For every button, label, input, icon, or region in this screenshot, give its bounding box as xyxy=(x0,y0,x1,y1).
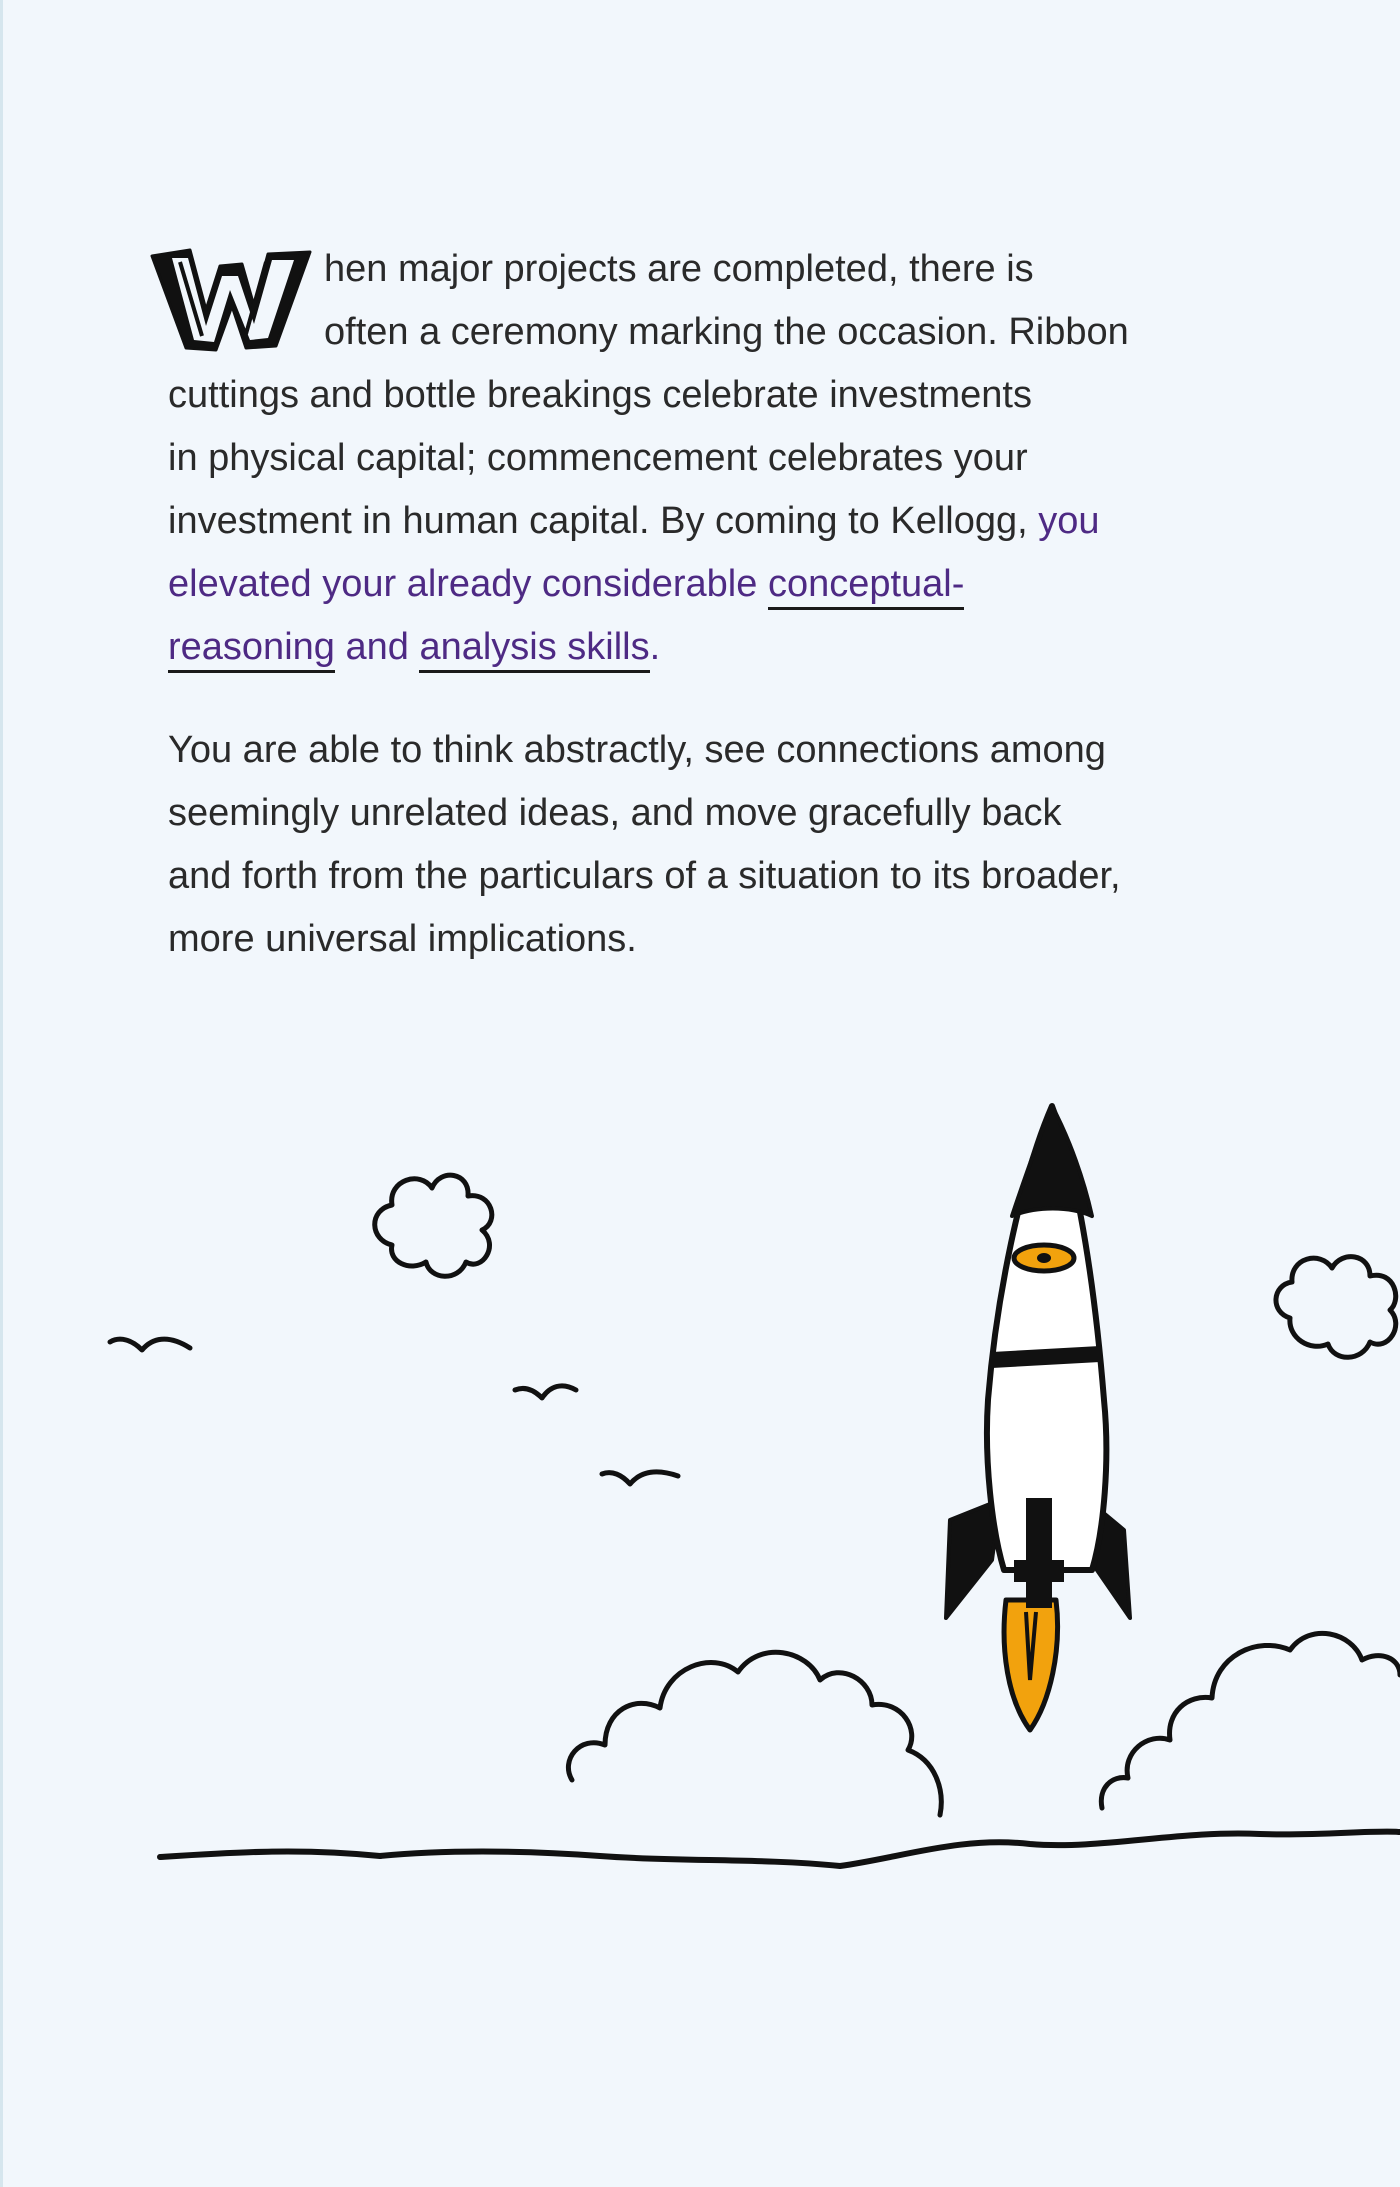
ground-line-icon xyxy=(160,1832,1400,1866)
text-line xyxy=(168,616,1268,679)
cloud-icon xyxy=(568,1652,941,1815)
text-line: seemingly unrelated ideas, and move gracefully back xyxy=(168,792,1062,834)
highlight-text: and xyxy=(345,626,409,668)
bird-icon xyxy=(602,1472,678,1484)
text-line: cuttings and bottle breakings celebrate investments xyxy=(168,374,1032,416)
highlight-text: elevated your already considerable xyxy=(168,563,758,605)
text-line: often a ceremony marking the occasion. Ribbon xyxy=(324,311,1129,353)
underlined-phrase: reasoning xyxy=(168,626,335,673)
article-body xyxy=(168,238,1268,971)
rocket-launch-illustration xyxy=(0,1060,1400,2187)
second-paragraph xyxy=(168,719,1268,971)
cloud-icon xyxy=(1276,1257,1396,1358)
intro-paragraph xyxy=(168,238,1268,679)
bird-icon xyxy=(110,1339,190,1350)
underlined-phrase: conceptual- xyxy=(768,563,964,610)
text-line: and forth from the particulars of a situation to its broader, xyxy=(168,855,1121,897)
bird-icon xyxy=(515,1386,576,1398)
rocket-icon xyxy=(946,1106,1130,1730)
underlined-phrase: analysis skills xyxy=(419,626,649,673)
cloud-icon xyxy=(1101,1633,1400,1808)
cloud-icon xyxy=(375,1175,492,1276)
text-line xyxy=(168,490,1268,553)
text-line xyxy=(168,553,1268,616)
text-line: in physical capital; commencement celebrates your xyxy=(168,437,1028,479)
text-line: You are able to think abstractly, see connections among xyxy=(168,729,1106,771)
highlight-text: . xyxy=(649,626,661,668)
text-line: hen major projects are completed, there is xyxy=(324,248,1034,290)
text-segment: investment in human capital. By coming to Kellogg, xyxy=(168,500,1028,542)
text-line: more universal implications. xyxy=(168,918,637,960)
highlight-text: you xyxy=(1038,500,1100,542)
